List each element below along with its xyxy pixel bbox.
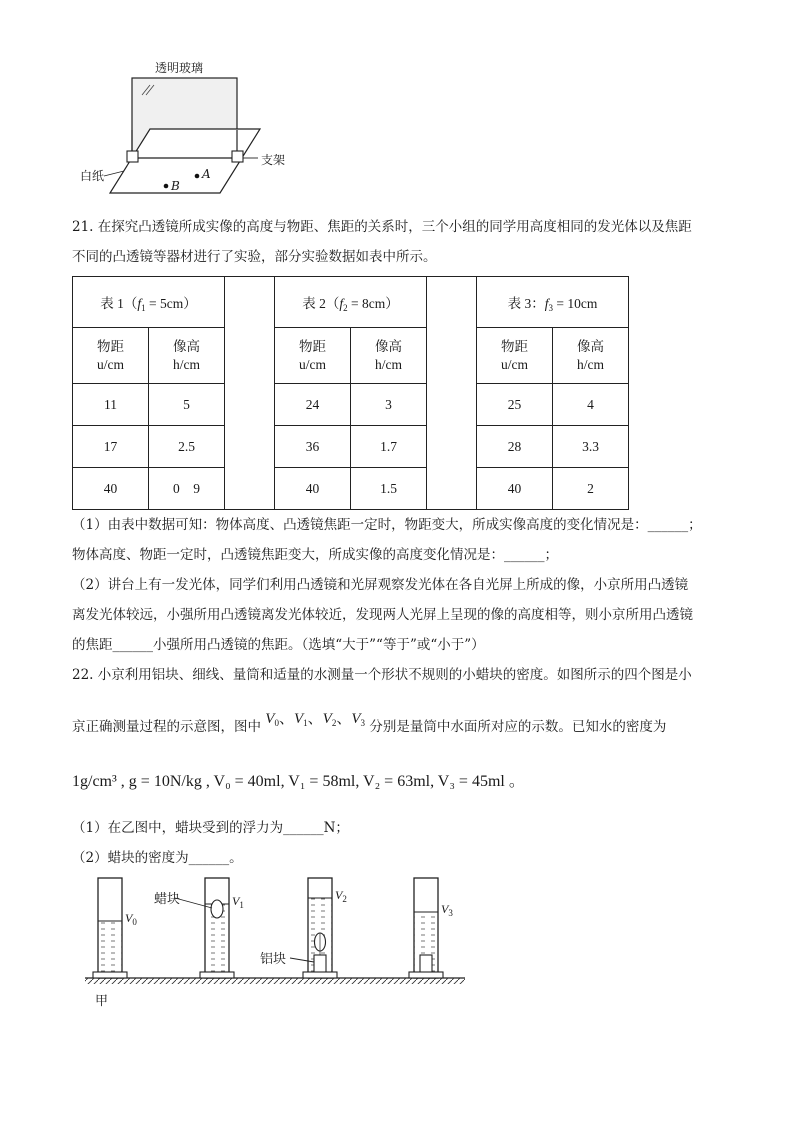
q21-part2-line2: 离发光体较远，小强所用凸透镜离发光体较近，发现两人光屏上呈现的像的高度相等，则小京所用凸透镜 — [72, 607, 693, 623]
table3-h-cell: 3.3 — [553, 426, 629, 468]
table2-header-h: 像高 h/cm — [351, 328, 427, 384]
table3-header-h: 像高 h/cm — [553, 328, 629, 384]
jia-label: 甲 — [95, 994, 109, 1009]
paper-label: 白纸 — [80, 169, 105, 183]
table1-u-cell: 17 — [73, 426, 149, 468]
aluminum-label: 铝块 — [260, 952, 287, 967]
q21-part1-line1: （1）由表中数据可知：物体高度、凸透镜焦距一定时，物距变大，所成实像高度的变化情况是：______； — [72, 517, 702, 533]
table1-title: 表 $1(f_1 = 5cm)$ — [73, 277, 225, 328]
mirror-setup-drawing — [80, 55, 320, 200]
q22-line3: 1g/cm³ , g = 10N/kg , V₀ = 40ml, V₁ = 58ml, V₂ = 63ml, V₃ = 45ml 。 — [72, 773, 525, 790]
q21-part2-line3: 的焦距______小强所用凸透镜的焦距。（选填“大于”“等于”或“小于”） — [72, 637, 485, 653]
table1-h-cell: 2.5 — [149, 426, 225, 468]
cylinder-ding — [409, 878, 443, 978]
table3-h-cell: 2 — [553, 468, 629, 510]
table2-u-cell: 36 — [275, 426, 351, 468]
table3-header-u: 物距 u/cm — [477, 328, 553, 384]
point-a-label: A — [202, 167, 211, 181]
cylinder-bing — [290, 878, 337, 978]
q22-part2: （2）蜡块的密度为______。 — [72, 850, 243, 866]
q22-line1: 22. 小京利用铝块、细线、量筒和适量的水测量一个形状不规则的小蜡块的密度。如图所示的四个图是小 — [72, 667, 692, 683]
q21-intro-line2: 不同的凸透镜等器材进行了实验，部分实验数据如表中所示。 — [72, 249, 437, 265]
q22-part1: （1）在乙图中，蜡块受到的浮力为______N； — [72, 820, 349, 836]
cylinder-yi — [175, 878, 234, 978]
table2-title: 表 $2(f_2 = 8cm)$ — [275, 277, 427, 328]
v-symbols: $V_0$、$V_1$、$V_2$、$V_3$ — [265, 711, 366, 728]
table3-u-cell: 28 — [477, 426, 553, 468]
mirror-setup-figure — [80, 55, 320, 200]
q21-part1-line2: 物体高度、物距一定时，凸透镜焦距变大，所成实像的高度变化情况是：______； — [72, 547, 558, 563]
table3-h-cell: 4 — [553, 384, 629, 426]
table2-h-cell: 1.5 — [351, 468, 427, 510]
table1-h-cell: 5 — [149, 384, 225, 426]
cylinder-figure — [80, 866, 480, 1016]
table1-u-cell: 11 — [73, 384, 149, 426]
table1-header-h: 像高 h/cm — [149, 328, 225, 384]
table1-u-cell: 40 — [73, 468, 149, 510]
table2-u-cell: 40 — [275, 468, 351, 510]
v0-label: $V_0$ — [125, 911, 137, 927]
point-b-label: B — [171, 179, 180, 193]
table1-h-cell: 0 9 — [149, 468, 225, 510]
v1-label: $V_1$ — [232, 894, 244, 910]
table3-u-cell: 40 — [477, 468, 553, 510]
wax-label: 蜡块 — [154, 892, 181, 907]
table3-title: 表 3：$f_3 = 10cm$ — [477, 277, 629, 328]
table2-header-u: 物距 u/cm — [275, 328, 351, 384]
table2-h-cell: 3 — [351, 384, 427, 426]
table2-h-cell: 1.7 — [351, 426, 427, 468]
table-gap-1 — [225, 277, 275, 510]
q22-line2-pre: 京正确测量过程的示意图，图中 — [72, 719, 261, 735]
v2-label: $V_2$ — [335, 888, 347, 904]
cylinder-drawing — [80, 866, 480, 1016]
q22-line2-post: 分别是量筒中水面所对应的示数。已知水的密度为 — [369, 719, 667, 735]
cylinder-jia — [93, 878, 127, 978]
table-gap-2 — [427, 277, 477, 510]
table1-header-u: 物距 u/cm — [73, 328, 149, 384]
lens-data-table — [72, 276, 629, 510]
table2-u-cell: 24 — [275, 384, 351, 426]
q22-line2 — [72, 711, 667, 740]
stand-label: 支架 — [261, 153, 286, 167]
q21-intro-line1: 21. 在探究凸透镜所成实像的高度与物距、焦距的关系时，三个小组的同学用高度相同的发光体以及焦距 — [72, 219, 692, 235]
v3-label: $V_3$ — [441, 902, 453, 918]
glass-label: 透明玻璃 — [155, 61, 204, 75]
q21-part2-line1: （2）讲台上有一发光体，同学们利用凸透镜和光屏观察发光体在各自光屏上所成的像，小京所用凸透镜 — [72, 577, 689, 593]
table3-u-cell: 25 — [477, 384, 553, 426]
